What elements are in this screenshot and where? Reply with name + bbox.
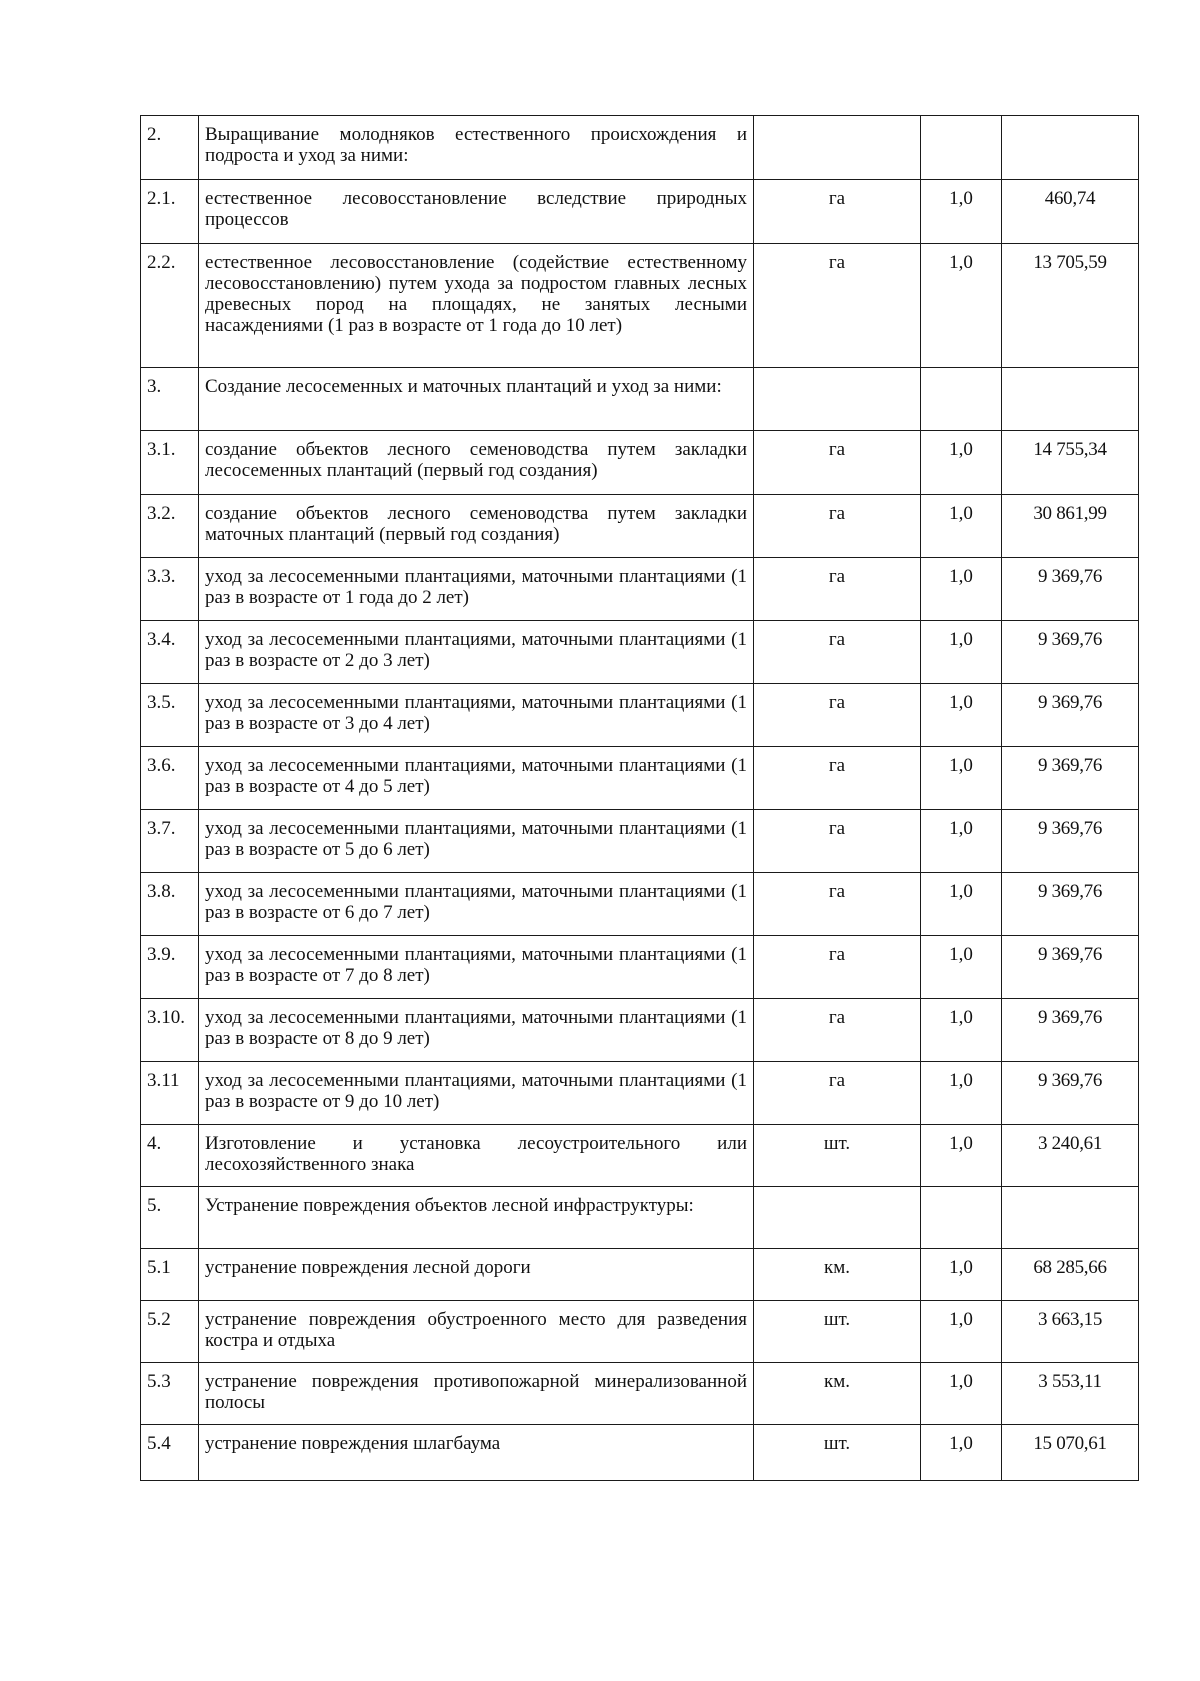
table-row xyxy=(141,1249,1139,1301)
row-price: 3 240,61 xyxy=(1002,1125,1139,1187)
row-description: естественное лесовосстановление вследствие природных процессов xyxy=(199,180,754,244)
table-row xyxy=(141,180,1139,244)
row-price xyxy=(1002,368,1139,431)
table-row xyxy=(141,936,1139,999)
row-quantity: 1,0 xyxy=(921,1363,1002,1425)
row-price: 9 369,76 xyxy=(1002,621,1139,684)
row-description: создание объектов лесного семеноводства путем закладки лесосеменных плантаций (первый год создания) xyxy=(199,431,754,495)
row-unit: шт. xyxy=(754,1301,921,1363)
table-row xyxy=(141,1062,1139,1125)
row-number: 3.6. xyxy=(141,747,199,810)
row-price: 9 369,76 xyxy=(1002,558,1139,621)
table-row xyxy=(141,116,1139,180)
row-description: уход за лесосеменными плантациями, маточными плантациями (1 раз в возрасте от 8 до 9 лет) xyxy=(199,999,754,1062)
row-quantity: 1,0 xyxy=(921,747,1002,810)
row-unit: га xyxy=(754,621,921,684)
row-unit: га xyxy=(754,431,921,495)
row-quantity: 1,0 xyxy=(921,1062,1002,1125)
table-row xyxy=(141,1425,1139,1481)
row-price xyxy=(1002,1187,1139,1249)
row-description: уход за лесосеменными плантациями, маточными плантациями (1 раз в возрасте от 6 до 7 лет) xyxy=(199,873,754,936)
table-row xyxy=(141,495,1139,558)
row-price: 3 663,15 xyxy=(1002,1301,1139,1363)
row-price: 9 369,76 xyxy=(1002,747,1139,810)
row-description: уход за лесосеменными плантациями, маточными плантациями (1 раз в возрасте от 3 до 4 лет) xyxy=(199,684,754,747)
row-unit: га xyxy=(754,747,921,810)
table-row xyxy=(141,1363,1139,1425)
row-number: 3. xyxy=(141,368,199,431)
row-unit: га xyxy=(754,999,921,1062)
table-row xyxy=(141,873,1139,936)
row-quantity xyxy=(921,116,1002,180)
row-number: 3.5. xyxy=(141,684,199,747)
row-quantity: 1,0 xyxy=(921,810,1002,873)
row-price: 9 369,76 xyxy=(1002,936,1139,999)
row-price xyxy=(1002,116,1139,180)
table-row xyxy=(141,684,1139,747)
row-quantity: 1,0 xyxy=(921,1249,1002,1301)
row-number: 3.7. xyxy=(141,810,199,873)
rates-table xyxy=(140,115,1139,1481)
row-unit: га xyxy=(754,810,921,873)
row-unit: км. xyxy=(754,1249,921,1301)
row-price: 13 705,59 xyxy=(1002,244,1139,368)
row-unit: км. xyxy=(754,1363,921,1425)
row-description: уход за лесосеменными плантациями, маточными плантациями (1 раз в возрасте от 1 года до 2 лет) xyxy=(199,558,754,621)
row-price: 460,74 xyxy=(1002,180,1139,244)
row-description: уход за лесосеменными плантациями, маточными плантациями (1 раз в возрасте от 5 до 6 лет) xyxy=(199,810,754,873)
row-price: 9 369,76 xyxy=(1002,999,1139,1062)
table-row xyxy=(141,1301,1139,1363)
table-row xyxy=(141,368,1139,431)
row-description: уход за лесосеменными плантациями, маточными плантациями (1 раз в возрасте от 4 до 5 лет) xyxy=(199,747,754,810)
row-description: уход за лесосеменными плантациями, маточными плантациями (1 раз в возрасте от 2 до 3 лет) xyxy=(199,621,754,684)
row-description: устранение повреждения обустроенного место для разведения костра и отдыха xyxy=(199,1301,754,1363)
row-unit: га xyxy=(754,180,921,244)
row-unit: шт. xyxy=(754,1125,921,1187)
table-row xyxy=(141,747,1139,810)
row-quantity xyxy=(921,368,1002,431)
row-quantity: 1,0 xyxy=(921,558,1002,621)
row-unit: га xyxy=(754,558,921,621)
row-number: 5. xyxy=(141,1187,199,1249)
row-description: Выращивание молодняков естественного происхождения и подроста и уход за ними: xyxy=(199,116,754,180)
table-body xyxy=(141,116,1139,1481)
row-number: 3.11 xyxy=(141,1062,199,1125)
row-quantity: 1,0 xyxy=(921,1425,1002,1481)
row-description: устранение повреждения противопожарной минерализованной полосы xyxy=(199,1363,754,1425)
row-description: Создание лесосеменных и маточных плантаций и уход за ними: xyxy=(199,368,754,431)
row-price: 3 553,11 xyxy=(1002,1363,1139,1425)
table-row xyxy=(141,1187,1139,1249)
row-quantity: 1,0 xyxy=(921,1301,1002,1363)
row-number: 2.2. xyxy=(141,244,199,368)
row-price: 15 070,61 xyxy=(1002,1425,1139,1481)
row-quantity: 1,0 xyxy=(921,621,1002,684)
row-description: уход за лесосеменными плантациями, маточными плантациями (1 раз в возрасте от 7 до 8 лет) xyxy=(199,936,754,999)
row-number: 5.4 xyxy=(141,1425,199,1481)
row-quantity: 1,0 xyxy=(921,684,1002,747)
row-number: 3.1. xyxy=(141,431,199,495)
row-quantity: 1,0 xyxy=(921,431,1002,495)
row-quantity: 1,0 xyxy=(921,180,1002,244)
table-row xyxy=(141,999,1139,1062)
row-quantity: 1,0 xyxy=(921,936,1002,999)
row-number: 3.9. xyxy=(141,936,199,999)
row-description: устранение повреждения лесной дороги xyxy=(199,1249,754,1301)
row-unit xyxy=(754,1187,921,1249)
row-unit: га xyxy=(754,936,921,999)
row-price: 14 755,34 xyxy=(1002,431,1139,495)
row-number: 5.1 xyxy=(141,1249,199,1301)
row-description: создание объектов лесного семеноводства путем закладки маточных плантаций (первый год создания) xyxy=(199,495,754,558)
table-row xyxy=(141,1125,1139,1187)
row-price: 68 285,66 xyxy=(1002,1249,1139,1301)
row-unit: га xyxy=(754,684,921,747)
table-row xyxy=(141,558,1139,621)
row-description: Устранение повреждения объектов лесной инфраструктуры: xyxy=(199,1187,754,1249)
row-quantity xyxy=(921,1187,1002,1249)
row-number: 3.4. xyxy=(141,621,199,684)
row-price: 9 369,76 xyxy=(1002,873,1139,936)
row-quantity: 1,0 xyxy=(921,999,1002,1062)
row-quantity: 1,0 xyxy=(921,873,1002,936)
row-number: 3.8. xyxy=(141,873,199,936)
row-number: 5.3 xyxy=(141,1363,199,1425)
row-unit xyxy=(754,116,921,180)
row-unit: га xyxy=(754,244,921,368)
row-description: уход за лесосеменными плантациями, маточными плантациями (1 раз в возрасте от 9 до 10 лет) xyxy=(199,1062,754,1125)
row-price: 9 369,76 xyxy=(1002,684,1139,747)
row-price: 9 369,76 xyxy=(1002,1062,1139,1125)
table-row xyxy=(141,244,1139,368)
row-description: Изготовление и установка лесоустроительного или лесохозяйственного знака xyxy=(199,1125,754,1187)
row-unit: га xyxy=(754,1062,921,1125)
row-number: 2. xyxy=(141,116,199,180)
table-row xyxy=(141,810,1139,873)
row-number: 4. xyxy=(141,1125,199,1187)
row-unit xyxy=(754,368,921,431)
row-quantity: 1,0 xyxy=(921,244,1002,368)
row-price: 30 861,99 xyxy=(1002,495,1139,558)
row-unit: га xyxy=(754,873,921,936)
row-description: устранение повреждения шлагбаума xyxy=(199,1425,754,1481)
row-quantity: 1,0 xyxy=(921,1125,1002,1187)
row-unit: шт. xyxy=(754,1425,921,1481)
row-number: 3.10. xyxy=(141,999,199,1062)
row-quantity: 1,0 xyxy=(921,495,1002,558)
table-row xyxy=(141,431,1139,495)
row-price: 9 369,76 xyxy=(1002,810,1139,873)
row-number: 3.2. xyxy=(141,495,199,558)
row-number: 2.1. xyxy=(141,180,199,244)
row-description: естественное лесовосстановление (содействие естественному лесовосстановлению) путем ухода за подростом главных лесных древесных пород на площадях, не занятых лесными насаждениями (1 раз в возрасте от 1 года до 10 лет) xyxy=(199,244,754,368)
row-number: 5.2 xyxy=(141,1301,199,1363)
row-unit: га xyxy=(754,495,921,558)
table-row xyxy=(141,621,1139,684)
row-number: 3.3. xyxy=(141,558,199,621)
